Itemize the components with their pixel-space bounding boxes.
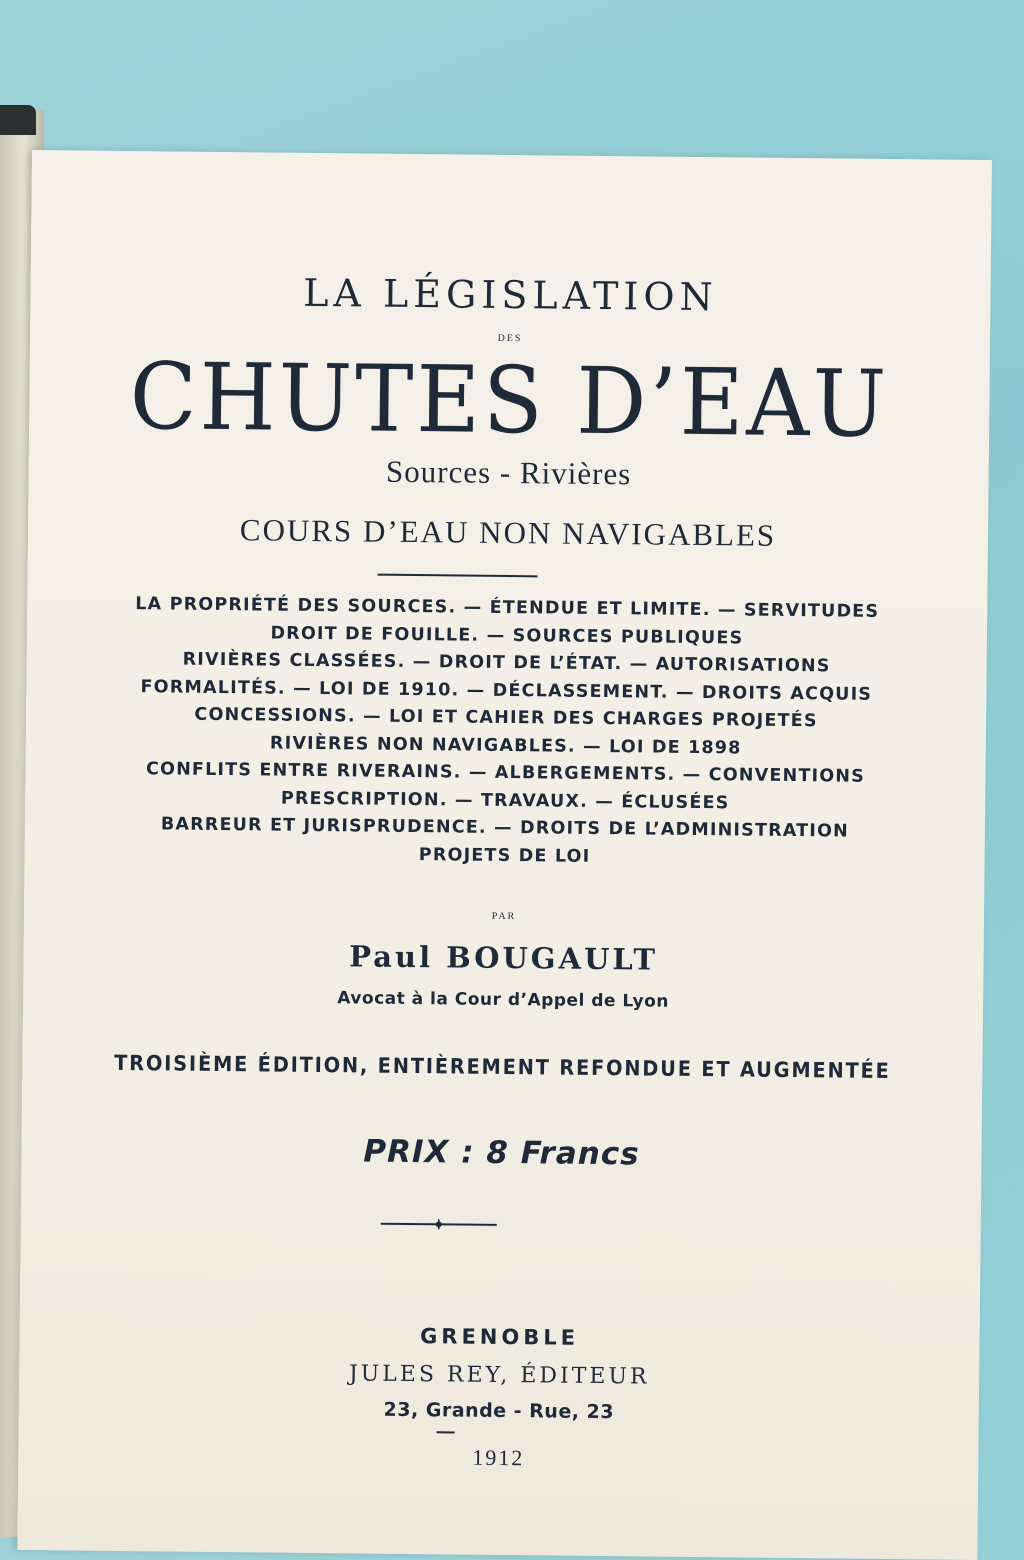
author-role: Avocat à la Cour d’Appel de Lyon — [23, 985, 983, 1015]
topic-line: PRESCRIPTION. — TRAVAUX. — ÉCLUSÉES — [25, 782, 985, 820]
by-label: PAR — [24, 906, 984, 927]
title-connector: DES — [30, 328, 990, 349]
topic-line: DROIT DE FOUILLE. — SOURCES PUBLIQUES — [27, 617, 987, 655]
top-title: LA LÉGISLATION — [30, 268, 990, 322]
subtitle-secondary: COURS D’EAU NON NAVIGABLES — [28, 510, 988, 556]
book-cover-edge — [0, 105, 36, 135]
topic-line: CONCESSIONS. — LOI ET CAHIER DES CHARGES PROJETÉS — [26, 700, 986, 738]
topic-line: RIVIÈRES CLASSÉES. — DROIT DE L’ÉTAT. — AUTORISATIONS — [27, 645, 987, 683]
main-title: CHUTES D’EAU — [53, 342, 966, 459]
publication-year: 1912 — [18, 1440, 978, 1476]
topic-line: RIVIÈRES NON NAVIGABLES. — LOI DE 1898 — [26, 727, 986, 765]
publisher-city: GRENOBLE — [19, 1320, 979, 1354]
title-page — [17, 150, 992, 1560]
edition-note: TROISIÈME ÉDITION, ENTIÈREMENT REFONDUE ET AUGMENTÉE — [61, 1050, 944, 1083]
topic-line: LA PROPRIÉTÉ DES SOURCES. — ÉTENDUE ET LIMITE. — SERVITUDES — [27, 590, 987, 628]
topic-line: PROJETS DE LOI — [25, 837, 985, 875]
small-dash — [437, 1431, 455, 1433]
divider-rule — [378, 574, 538, 578]
subtitle: Sources - Rivières — [28, 450, 988, 496]
author-name: Paul BOUGAULT — [23, 936, 983, 980]
ornament-divider-icon — [379, 1217, 499, 1232]
topics-list — [25, 590, 988, 875]
publisher-name: JULES REY, ÉDITEUR — [19, 1358, 979, 1393]
topic-line: FORMALITÉS. — LOI DE 1910. — DÉCLASSEMENT. — DROITS ACQUIS — [26, 672, 986, 710]
topic-line: CONFLITS ENTRE RIVERAINS. — ALBERGEMENTS. — CONVENTIONS — [25, 755, 985, 793]
topic-line: BARREUR ET JURISPRUDENCE. — DROITS DE L’ADMINISTRATION — [25, 810, 985, 848]
price: PRIX : 8 Francs — [21, 1130, 981, 1176]
publisher-address: 23, Grande - Rue, 23 — [19, 1395, 979, 1427]
